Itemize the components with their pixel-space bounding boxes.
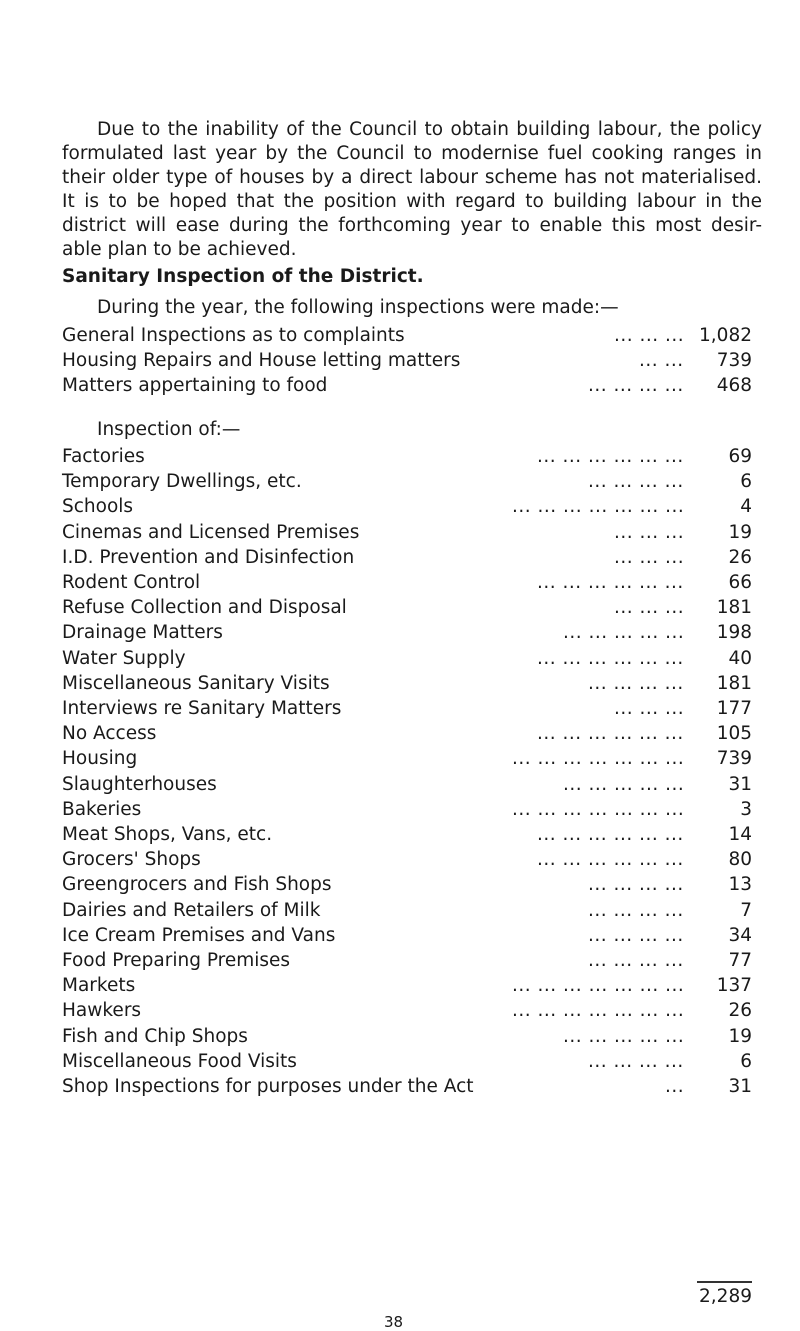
- table-row: [62, 373, 752, 399]
- dot-leader: ... ... ...: [614, 325, 685, 346]
- dot-leader: ... ... ... ...: [588, 375, 684, 396]
- table-row: [62, 797, 752, 823]
- dot-leader: ... ... ... ...: [588, 672, 684, 694]
- table-row: [62, 595, 752, 621]
- dot-leader: ... ...: [639, 350, 684, 371]
- dot-leader: ... ... ... ...: [588, 874, 684, 896]
- row-value: 181: [716, 672, 752, 694]
- row-label: Miscellaneous Food Visits: [62, 1050, 297, 1072]
- table-row: [62, 847, 752, 873]
- dot-leader: ... ... ...: [614, 521, 685, 543]
- row-value: 137: [716, 975, 752, 997]
- row-label: I.D. Prevention and Disinfection: [62, 546, 355, 568]
- section-intro: During the year, the following inspections were made:—: [97, 297, 619, 318]
- dot-leader: ... ... ... ... ...: [563, 622, 685, 644]
- table-row: [62, 948, 752, 974]
- row-label: Water Supply: [62, 647, 186, 669]
- table-row: [62, 998, 752, 1024]
- row-value: 3: [740, 798, 752, 820]
- row-value: 198: [716, 622, 752, 644]
- table-row: [62, 469, 752, 495]
- row-value: 31: [728, 773, 752, 795]
- dot-leader: ... ... ... ... ... ...: [537, 446, 684, 467]
- row-value: 19: [728, 1025, 752, 1047]
- row-label: Housing: [62, 748, 138, 770]
- row-label: Bakeries: [62, 798, 142, 820]
- row-label: Factories: [62, 446, 145, 467]
- row-value: 66: [728, 572, 752, 593]
- table-row: [62, 348, 752, 374]
- table-row: [62, 323, 752, 349]
- row-label: Greengrocers and Fish Shops: [62, 874, 332, 896]
- total-rule: [697, 1281, 752, 1283]
- dot-leader: ... ... ... ...: [588, 950, 684, 971]
- row-value: 4: [740, 496, 752, 518]
- dot-leader: ... ... ... ... ... ...: [537, 647, 684, 669]
- table-row: [62, 721, 752, 747]
- table-row: [62, 923, 752, 949]
- intro-paragraph: Due to the inability of the Council to obtain building labour, the policy formulated last year by the Council to modernise fuel cooking ranges in their older type of houses by a direct labour scheme has not materialised. It is to be hoped that the position with regard to building labour in the district will ease during the forthcoming year to enable this most desir- able plan to be achieved.: [62, 119, 762, 260]
- row-label: Meat Shops, Vans, etc.: [62, 824, 273, 845]
- row-value: 69: [728, 446, 752, 467]
- row-label: Temporary Dwellings, etc.: [62, 471, 302, 493]
- row-label: Refuse Collection and Disposal: [62, 597, 347, 619]
- table-row: [62, 772, 752, 798]
- table-row: [62, 444, 752, 470]
- row-label: Schools: [62, 496, 134, 518]
- row-label: Rodent Control: [62, 572, 201, 593]
- dot-leader: ... ... ... ... ... ... ...: [512, 975, 685, 997]
- dot-leader: ... ... ...: [614, 698, 685, 719]
- table-row: [62, 1074, 752, 1100]
- page-number: 38: [384, 1313, 404, 1331]
- row-value: 77: [728, 950, 752, 971]
- table-row: [62, 746, 752, 772]
- row-label: No Access: [62, 723, 157, 745]
- dot-leader: ... ... ... ...: [588, 924, 684, 946]
- dot-leader: ... ... ... ... ... ...: [537, 849, 684, 871]
- row-label: Grocers' Shops: [62, 849, 201, 871]
- row-value: 31: [728, 1076, 752, 1097]
- row-label: Ice Cream Premises and Vans: [62, 924, 336, 946]
- dot-leader: ... ... ... ...: [588, 899, 684, 921]
- dot-leader: ... ... ... ... ... ... ...: [512, 798, 685, 820]
- row-label: Matters appertaining to food: [62, 375, 328, 396]
- dot-leader: ... ... ... ... ... ... ...: [512, 1000, 685, 1022]
- row-value: 6: [740, 471, 752, 493]
- row-label: Slaughterhouses: [62, 773, 217, 795]
- table-row: [62, 872, 752, 898]
- dot-leader: ... ... ... ... ... ...: [537, 824, 684, 845]
- dot-leader: ... ... ... ... ...: [563, 1025, 685, 1047]
- row-value: 177: [716, 698, 752, 719]
- dot-leader: ... ... ... ... ... ...: [537, 723, 684, 745]
- row-value: 13: [728, 874, 752, 896]
- row-value: 739: [716, 350, 752, 371]
- row-label: Dairies and Retailers of Milk: [62, 899, 321, 921]
- row-value: 6: [740, 1050, 752, 1072]
- dot-leader: ... ... ... ... ...: [563, 773, 685, 795]
- dot-leader: ... ... ... ... ... ...: [537, 572, 684, 593]
- table-row: [62, 822, 752, 848]
- row-label: Miscellaneous Sanitary Visits: [62, 672, 330, 694]
- row-value: 739: [716, 748, 752, 770]
- section-heading: Sanitary Inspection of the District.: [62, 266, 424, 287]
- row-label: Markets: [62, 975, 136, 997]
- row-value: 19: [728, 521, 752, 543]
- table-row: [62, 898, 752, 924]
- dot-leader: ... ... ... ... ... ... ...: [512, 748, 685, 770]
- table-row: [62, 1024, 752, 1050]
- row-label: Interviews re Sanitary Matters: [62, 698, 342, 719]
- table-row: [62, 1049, 752, 1075]
- row-value: 468: [716, 375, 752, 396]
- table-row: [62, 545, 752, 571]
- row-value: 26: [728, 546, 752, 568]
- row-label: Housing Repairs and House letting matters: [62, 350, 461, 371]
- row-value: 40: [728, 647, 752, 669]
- row-label: Cinemas and Licensed Premises: [62, 521, 360, 543]
- table-row: [62, 520, 752, 546]
- table-row: [62, 570, 752, 596]
- table-row: [62, 671, 752, 697]
- row-value: 80: [728, 849, 752, 871]
- dot-leader: ...: [665, 1076, 685, 1097]
- row-label: Fish and Chip Shops: [62, 1025, 248, 1047]
- row-label: Food Preparing Premises: [62, 950, 291, 971]
- row-value: 14: [728, 824, 752, 845]
- row-label: Drainage Matters: [62, 622, 223, 644]
- row-value: 34: [728, 924, 752, 946]
- row-value: 26: [728, 1000, 752, 1022]
- row-value: 105: [716, 723, 752, 745]
- row-label: Hawkers: [62, 1000, 142, 1022]
- dot-leader: ... ... ... ...: [588, 1050, 684, 1072]
- dot-leader: ... ... ...: [614, 597, 685, 619]
- table-row: [62, 494, 752, 520]
- row-value: 1,082: [699, 325, 752, 346]
- table-row: [62, 696, 752, 722]
- row-value: 7: [740, 899, 752, 921]
- inspection-heading: Inspection of:—: [97, 419, 241, 440]
- dot-leader: ... ... ... ...: [588, 471, 684, 493]
- dot-leader: ... ... ... ... ... ... ...: [512, 496, 685, 518]
- table-row: [62, 973, 752, 999]
- dot-leader: ... ... ...: [614, 546, 685, 568]
- table-row: [62, 646, 752, 672]
- row-value: 181: [716, 597, 752, 619]
- row-label: Shop Inspections for purposes under the Act: [62, 1076, 474, 1097]
- table-row: [62, 620, 752, 646]
- row-label: General Inspections as to complaints: [62, 325, 405, 346]
- total-value: 2,289: [699, 1286, 752, 1307]
